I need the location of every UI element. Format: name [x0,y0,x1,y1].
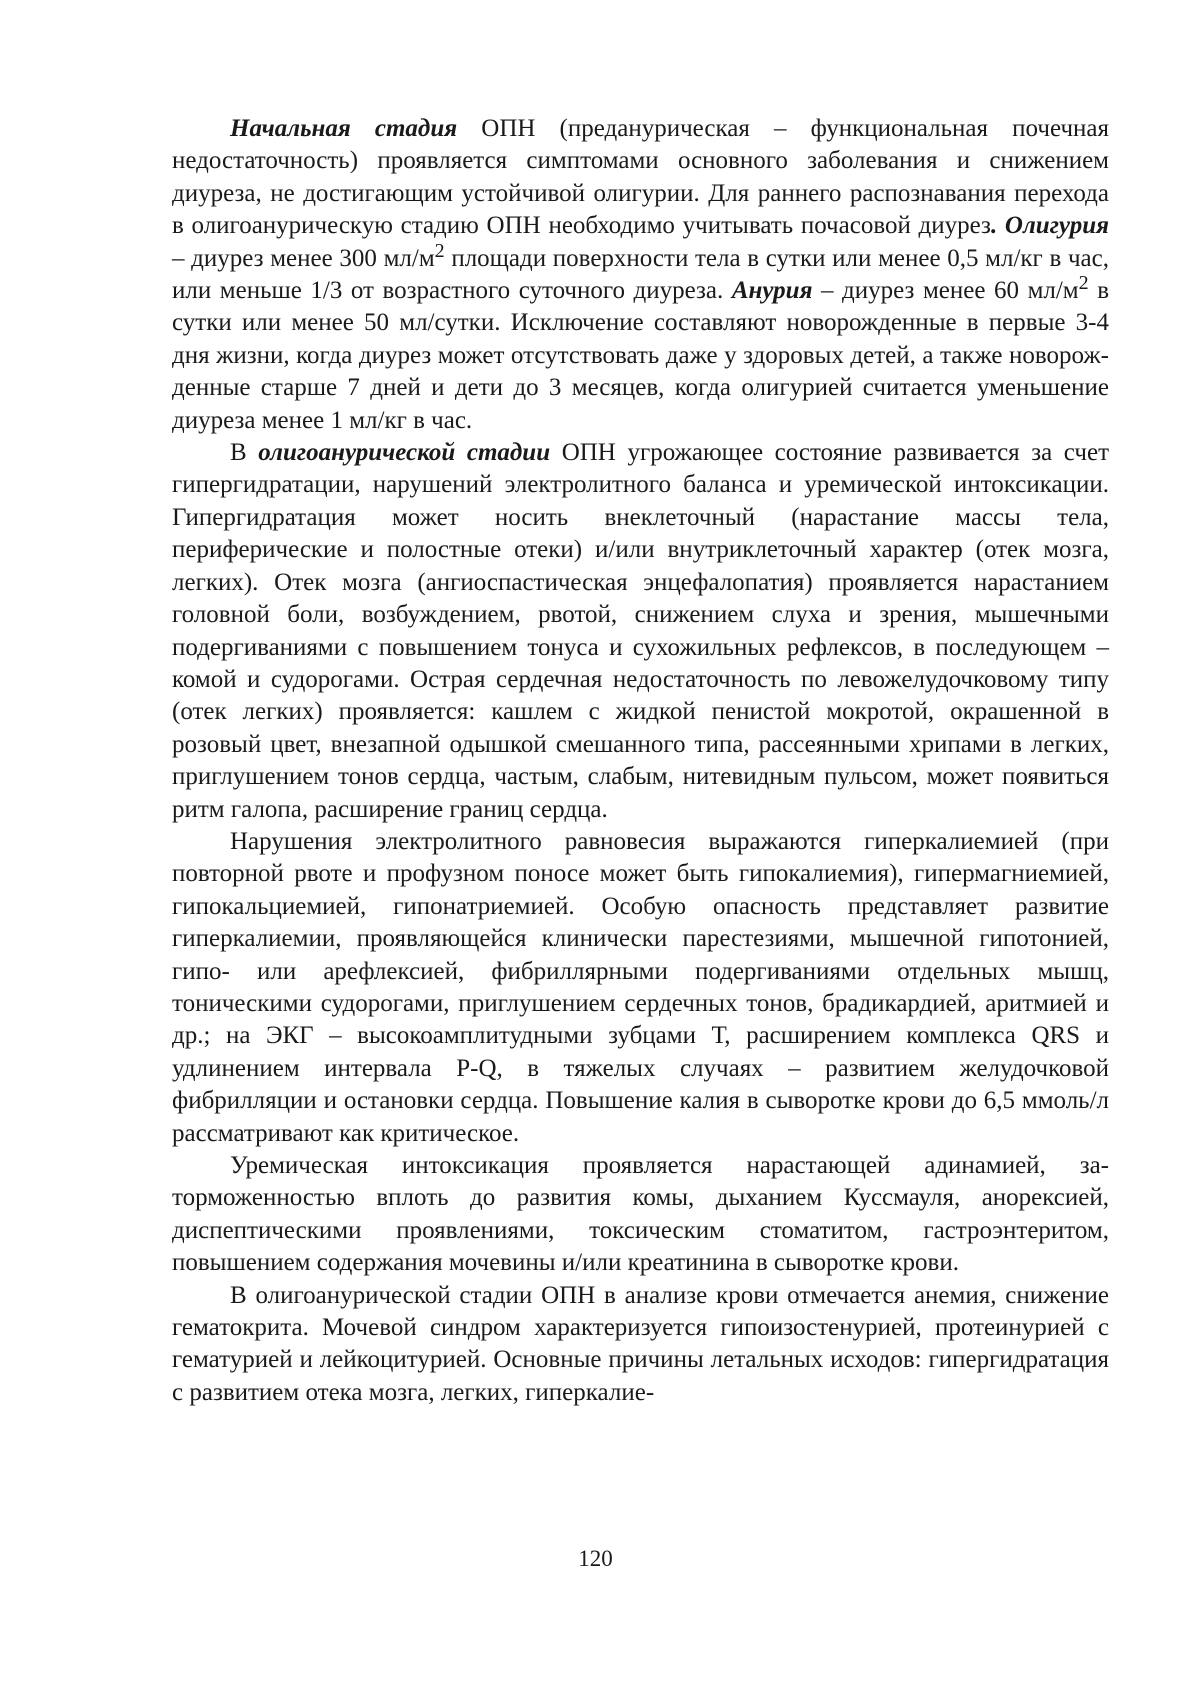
term-text: Анурия [731,277,813,305]
paragraph [172,437,1109,826]
text-run: В [230,439,259,467]
text-run: В олигоанурической стадии ОПН в анализе крови отмечается анемия, снижение гематокрита. Мочевой синдром характеризуется гипоизостенурией, протеинурией с гематурией и лейкоцитурией. Основные причины летальных исходов: гипергидратация с развитием отека мозга, легких, гиперкалие- [172,1281,1109,1406]
superscript: 2 [1078,272,1089,295]
term-text: Начальная стадия [230,115,458,142]
paragraph [172,826,1109,1150]
text-run: ОПН угрожающее состояние развивается за счет гипергидратации, нарушений электролитного баланса и уремической интоксикации. Гипергидратация может носить внеклеточный (нарастание массы тела, периферические и полостные отеки) и/или внутриклеточный характер (отек мозга, легких). Отек мозга (ангиоспастическая энцефалопатия) проявляется нарастанием головной боли, возбуждением, рвотой, снижением слуха и зрения, мышечными подергиваниями с повышением тонуса и сухожильных рефлексов, в последующем – комой и судорогами. Острая сердечная недостаточность по левожелудочковому типу (отек легких) проявляется: кашлем с жидкой пенистой мокротой, окрашенной в розовый цвет, внезапной одышкой смешанного типа, рассеянными хрипами в легких, приглушением тонов сердца, частым, слабым, нитевидным пульсом, может появиться ритм галопа, расширение границ сердца. [172,439,1109,823]
text-run: Уремическая интоксикация проявляется нарастающей адинамией, заторможенностью вплоть до развития комы, дыханием Куссмауля, анорексией, диспептическими проявлениями, токсическим стоматитом, гастроэнтеритом, повышением содержания мочевины и/или креатинина в сыворотке крови. [172,1152,1109,1277]
text-run: Нарушения электролитного равновесия выражаются гиперкалиемией (при повторной рвоте и профузном поносе может быть гипокалиемия), гипермагниемией, гипокальциемией, гипонатриемией. Особую опасность представляет развитие гиперкалиемии, проявляющейся клинически парестезиями, мышечной гипотонией, гипо- или арефлексией, фибриллярными подергиваниями отдельных мышц, тоническими судорогами, приглушением сердечных тонов, брадикардией, аритмией и др.; на ЭКГ – высокоамплитудными зубцами Т, расширением комплекса QRS и удлинением интервала P-Q, в тяжелых случаях – развитием желудочковой фибрилляции и остановки сердца. Повышение калия в сыворотке крови до 6,5 ммоль/л рассматривают как критическое. [172,827,1109,1147]
paragraph [172,113,1109,437]
body-text [172,113,1109,1409]
text-run: ОПН (преданурическая – функциональная почечная недостаточность) проявляется симптомами основного заболевания и снижением диуреза, не достигающим устойчивой олигурии. Для раннего распознавания перехода в олигоанурическую стадию ОПН необходимо учитывать почасовой диурез [172,115,1109,240]
paragraph [172,1150,1109,1280]
page-number: 120 [578,1546,613,1571]
term-text: олигоанурической стадии [258,439,551,467]
text-run: – диурез менее 60 мл/м [812,277,1079,305]
paragraph [172,1280,1109,1410]
term-text: . Олигурия [990,212,1109,240]
text-run: площади поверхности тела в сутки или менее 0,5 мл/кг в час, или меньше 1/3 от возрастного суточного диуреза. [172,244,1109,305]
superscript: 2 [434,239,445,262]
text-run: – диурез менее 300 мл/м [172,244,435,272]
text-run: в сутки или менее 50 мл/сутки. Исключение составляют новорожденные в первые 3-4 дня жизни, когда диурез может отсутствовать даже у здоровых детей, а также новорожденные старше 7 дней и дети до 3 месяцев, когда олигурией считается уменьшение диуреза менее 1 мл/кг в час. [172,277,1109,434]
